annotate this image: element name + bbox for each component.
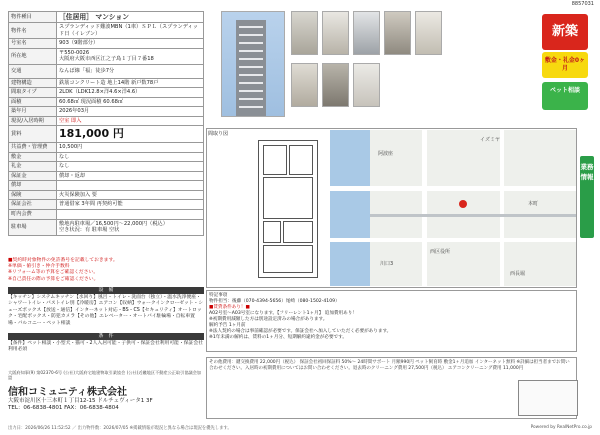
guarantee-money: 償却・返却	[57, 171, 204, 181]
guarantor-company: 普通借家 3年間 再契約可能	[57, 200, 204, 210]
insurance: 火災保険加入 要	[57, 190, 204, 200]
license-stamp	[518, 380, 578, 416]
amortization	[57, 181, 204, 191]
location-pin-icon	[459, 200, 467, 208]
footer	[8, 425, 592, 431]
spec-key: 保証金	[9, 171, 57, 181]
conditions-text: 【条件】ペット相談・小型犬・猫可・2人入居可能・子供可・保証会社利用可能・保証会社利用必須	[8, 341, 203, 353]
floor-plan-drawing	[258, 140, 318, 278]
spec-key: 物件名	[9, 23, 57, 39]
map-label: 西区役所	[430, 249, 451, 255]
spec-key: 号室名	[9, 39, 57, 49]
notes-line: ※初期費用減額した方は別途設定済みの場合があります。	[209, 316, 328, 322]
company-phone: TEL：06-6838-4801 FAX：06-6838-4804	[8, 405, 119, 412]
property-name: スプランディッド難波MBN（1車）ＳＰＬ（スプランディッド日（イレブン）	[57, 23, 204, 39]
interior-photo	[384, 11, 411, 55]
map-label: 西長堀	[510, 271, 526, 277]
spec-key: 町内会費	[9, 210, 57, 220]
notes-line: 解約予告 1ヶ月前	[209, 322, 246, 328]
interior-photo	[415, 11, 442, 55]
features-text: 【キッチン】システムキッチン【水回り】風呂・トイレ・洗面台（独立）・温水洗浄便座・シャワートイレ・バストイレ別【冷暖房】エアコン【収納】ウォークインクローゼット・シューズボックス【放送・通信】インターネット対応・BS・CS【セキュリティ】オートロック・宅配ボックス・防犯カメラ【その他】エレベーター・オートバイ駐輪場・自転車置場・バルコニー・ペット相談	[8, 295, 204, 326]
spec-key: 間取タイプ	[9, 88, 57, 98]
transport: なんば線「福」徒歩7分	[57, 64, 204, 78]
area: 60.68㎡ 現況面積 60.68㎡	[57, 97, 204, 107]
remarks: ■契約時対象物件の免許番号を記載しておきます。 ※単価・値引き・仲介手数料 ※リフォーム等の予算をご確認ください。 ※自己責任の際の予算をご確認ください。	[8, 258, 118, 282]
spec-key: 交通	[9, 64, 57, 78]
layout-type: 2LDK（LDK12.8×洋4.6×洋4.6）	[57, 88, 204, 98]
interior-photo	[353, 11, 380, 55]
notes-line: ■賃貸条件あり！■	[209, 304, 250, 310]
pet-badge: ペット相談	[542, 82, 588, 110]
spec-key: 共益費・管理費	[9, 143, 57, 153]
parking: 敷地内駐車場／16,500円〜22,000円（税込） 空き状況：有 駐車場 空状	[57, 219, 204, 235]
room-number: 903（9階部分）	[57, 39, 204, 49]
company-name: 信和コミュニティ株式会社	[8, 386, 127, 398]
interior-photo	[353, 63, 380, 107]
spec-key: 物件種目	[9, 12, 57, 23]
interior-photo	[291, 11, 318, 55]
spec-key: 現況/入居時期	[9, 116, 57, 126]
spec-key: 建物構造	[9, 78, 57, 88]
special-notes	[206, 290, 577, 352]
new-build-badge: 新築	[542, 14, 588, 50]
map-label: 本町	[528, 201, 539, 207]
footer-left: 出力日：2026/06/26 11:52:52 ／ 出力物件数：2026/07/05 ※掲載情報が現況と異なる場合は現況を優先します。	[8, 426, 232, 431]
occupancy-status: 空室 即入	[57, 116, 204, 126]
interior-photo	[322, 11, 349, 55]
plan-label: 間取り図	[208, 131, 229, 137]
spec-key: 礼金	[9, 162, 57, 172]
property-type: ［住居用］ マンション	[57, 12, 204, 23]
built-date: 2026年03月	[57, 107, 204, 117]
community-fee	[57, 210, 204, 220]
footer-right: Powered by RealNetPro.co.jp	[530, 425, 592, 430]
spec-key: 保険	[9, 190, 57, 200]
document-number: 8857031	[571, 1, 594, 7]
key-money: なし	[57, 162, 204, 172]
spec-key: 所在地	[9, 48, 57, 64]
management-fee: 10,500円	[57, 143, 204, 153]
spec-key: 敷金	[9, 152, 57, 162]
building-structure: 鉄筋コンクリート造 地上14階 新戸数78戸	[57, 78, 204, 88]
campaign-badge: 敷金・礼金0ヶ月	[542, 52, 588, 78]
deposit: なし	[57, 152, 204, 162]
interior-photo	[322, 63, 349, 107]
spec-key: 面積	[9, 97, 57, 107]
map-label: 阿波座	[378, 151, 394, 157]
conditions-heading: 条 件	[8, 333, 204, 340]
notes-line: 物件担当：後藤（070-4394-5656）尾崎（080-1502-4109）	[209, 298, 340, 304]
spec-key: 保証会社	[9, 200, 57, 210]
rent-amount: 181,000 円	[57, 126, 204, 143]
notes-line: 特記事項	[209, 293, 228, 298]
spec-key: 賃料	[9, 126, 57, 143]
spec-key: 築年月	[9, 107, 57, 117]
company-block	[8, 370, 204, 413]
location-map	[330, 130, 576, 286]
company-disclaimer: 大阪府知事(9) 第02370-6号 (公社)大阪府宅地建物取引業協会 (公社)近畿地区不動産公正取引協議会加盟	[8, 370, 202, 381]
address: 〒550-0026 大阪府大阪市西区江之子島１丁目７番18	[57, 48, 204, 64]
notes-line: ※1年未満の解約は、賃料の1ヶ月分、短期解約違約金が必要です。	[209, 334, 347, 340]
interior-photo	[291, 63, 318, 107]
spec-key: 償却	[9, 181, 57, 191]
building-photo	[221, 11, 285, 117]
other-costs-box: その他費用：鍵交換費用 22,000円（税込） 保証会社初回保証料 50%〜 24時間サポート 月額990円 ペット飼育時 敷金1ヶ月追加 インターネット無料 ※詳細は担当者までお問い合わせください。入居時の初期費用についてはお問い合わせください。退去時のクリーニング費用 27,500円（税込） エアコンクリーニング費用 11,000円	[206, 357, 577, 419]
company-address: 大阪市淀川区十三本町１丁目12-15 ドルチェヴィータ1 3F	[8, 397, 153, 404]
spec-key: 駐車場	[9, 219, 57, 235]
map-label: イズミヤ	[480, 137, 500, 143]
property-spec-table	[8, 11, 204, 236]
map-label: 川口3	[380, 261, 394, 267]
side-tag: 業務情報	[580, 156, 594, 238]
notes-line: A02号室〜A03号室になります。【フリーレント1ヶ月】 追加費用あり！	[209, 310, 357, 316]
features-heading: 設 備	[8, 287, 204, 294]
notes-line: ※法人契約の場合は事前確認が必要です。保証会社へ加入していただく必要があります。	[209, 328, 392, 334]
